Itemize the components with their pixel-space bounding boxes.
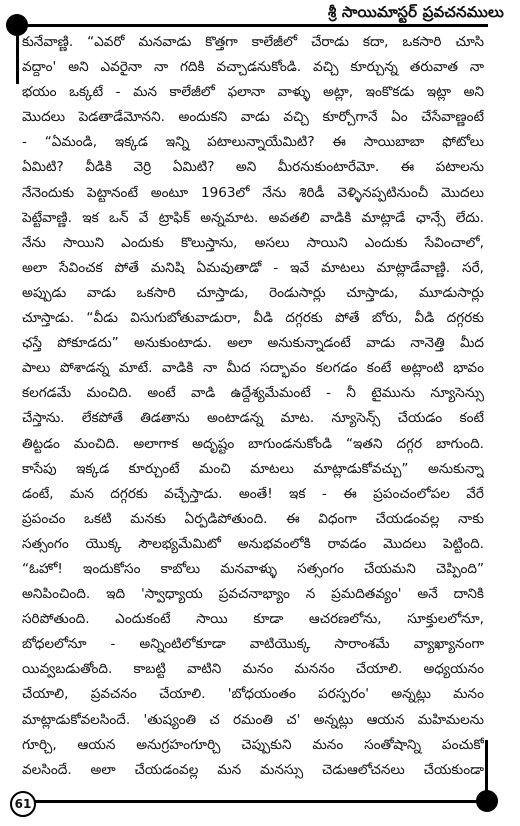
body-line: కలగడమే మంచిది. అంటే వాడి ఉద్దేశ్యమేమంటే - నీ టైమును న్యూసెన్సు xyxy=(22,385,484,402)
body-line: అనిపించింది. ఇది 'స్వాధ్యాయ ప్రవచనాభ్యాం న ప్రమదితవ్యం' అనే దానికి xyxy=(22,586,484,603)
body-line: గూర్చి, ఆయన అనుగ్రహంగూర్చి చెప్పుకుని మనం సంతోషాన్ని పంచుకో xyxy=(22,736,484,753)
body-line: పెట్టేవాణ్ణి. ఇక ఒన్ వే ట్రాఫిక్ అన్నమాట. అవతలి వాడికి మాట్లాడే ఛాన్సే లేదు. xyxy=(22,209,484,226)
body-text xyxy=(22,30,484,790)
body-line: “ఓహో! ఇందుకోసం కాబోలు మనవాళ్ళు సత్సంగం చేయమని చెప్పింది” xyxy=(22,560,484,577)
body-line: డంటే, మన దగ్గరకు వచ్చేస్తాడు. అంతే! ఇక - ఈ ప్రపంచంలోపల వేరే xyxy=(22,485,484,502)
body-line: కునేవాణ్ణి. “ఎవరో మనవాడు కొత్తగా కాలేజీలో చేరాడు కదా, ఒకసారి చూసి xyxy=(22,34,484,50)
body-line: సరిపోతుంది. ఎందుకంటే సాయి కూడా ఆచరణలోను, సూక్తులలోనూ, xyxy=(22,611,484,628)
body-line: చేస్తాను. లేకపోతే తిడతాను అంటాడన్న మాట. న్యూసెన్స్ చేయడం కంటే xyxy=(22,410,484,427)
body-line: భయం ఒక్కటే - మన కాలేజీలో ఫలానా వాళ్ళు అట్లా, ఇంకొకడు ఇట్లా అని xyxy=(22,84,484,101)
body-line: వద్దాం' అని ఎవరైనా నా గదికి వచ్చాడనుకోండి. వచ్చి కూర్చున్న తరువాత నా xyxy=(22,59,484,76)
body-line: చేయాలి, ప్రవచనం చేయాలి. 'బోధయంతం పరస్పరం' అన్నట్లు మనం xyxy=(22,686,484,703)
body-line: కాసేపు ఇక్కడ కూర్చుంటే మంచి మాటలు మాట్లాడుకోవచ్చు” అనుకున్నా xyxy=(22,460,484,477)
body-line: పాలు పోశాడన్న మాటే. వాడికి నా మీద సద్భావం కలగడం కంటే అట్లాంటి భావం xyxy=(22,360,484,377)
body-line: చూస్తాడు. “వీడు విసుగుబోతువాడురా, వీడి దగ్గరకు పోతే బోరు, వీడి దగ్గరకు xyxy=(22,310,484,327)
body-line: వలసిందే. అలా చేయడంవల్ల మన మనస్సు చెడుఆలోచనలు చేయకుండా xyxy=(22,761,484,778)
body-line: సత్సంగం యొక్క సౌలభ్యమేమిటో అనుభవంలోకి రావడం మొదలు పెట్టింది. xyxy=(22,535,484,552)
body-line: నేను సాయిని ఎందుకు కొలుస్తాను, అసలు సాయిని ఎందుకు సేవించాలో, xyxy=(22,234,484,251)
body-line: మాట్లాడుకోవలసిందే. 'తుష్యంతి చ రమంతి చ' అన్నట్లు ఆయన మహిమలను xyxy=(22,711,484,728)
body-line: ప్రపంచం ఒకటి మనకు ఏర్పడిపోతుంది. ఈ విధంగా చేయడంవల్ల నాకు xyxy=(22,510,484,527)
body-line: యివ్వబడుతోంది. కాబట్టి వాటిని మనం మననం చేయాలి. అధ్యయనం xyxy=(22,661,484,678)
body-line: ఏమిటి? వీడికి వెర్రి ఏమిటి? అని మీరనుకుంటారేమో. ఈ పటాలను xyxy=(22,159,484,176)
body-line: అప్పుడు వాడు ఒకసారి చూస్తాడు, రెండుసార్లు చూస్తాడు, మూడుసార్లు xyxy=(22,284,484,301)
body-line: బోధలలోనూ - అన్నింటిలోకూడా వాటియొక్క సారాంశమే వ్యాఖ్యానంగా xyxy=(22,636,484,653)
header-rule xyxy=(16,24,488,27)
bottom-right-dot-ornament xyxy=(476,790,498,812)
body-line: అలా సేవించక పోతే మనిషి ఏమవుతాడో - ఇవే మాటలు మాట్లాడేవాణ్ణి. సరే, xyxy=(22,259,484,276)
body-line: తిట్టడం మంచిది. అలాగాక అదృష్టం బాగుండనుకోండి “ఇతని దగ్గర బాగుంది. xyxy=(22,435,484,452)
page-number-badge: 61 xyxy=(10,791,36,817)
body-line: - “ఏమండి, ఇక్కడ ఇన్ని పటాలున్నాయేమిటి? ఈ సాయిబాబా ఫోటోలు xyxy=(22,134,484,151)
running-header-title: శ్రీ సాయిమాస్టర్ ప్రవచనములు xyxy=(327,3,504,21)
body-line: ఛస్తే పోకూడదు” అనుకుంటాడు. అలా అనుకున్నాడంటే వాడు నానెత్తి మీద xyxy=(22,335,484,352)
footer-rule xyxy=(16,800,488,803)
body-line: మొదలు పెడతాడేమోనని. అందుకని వాడు వచ్చి కూర్చోగానే ఏం చేసేవాణ్ణంటే xyxy=(22,109,484,126)
body-line: నేనెందుకు పెట్టానంటే అంటూ 1963లో నేను శిరిడీ వెళ్ళినప్పటినుంచీ మొదలు xyxy=(22,184,484,201)
